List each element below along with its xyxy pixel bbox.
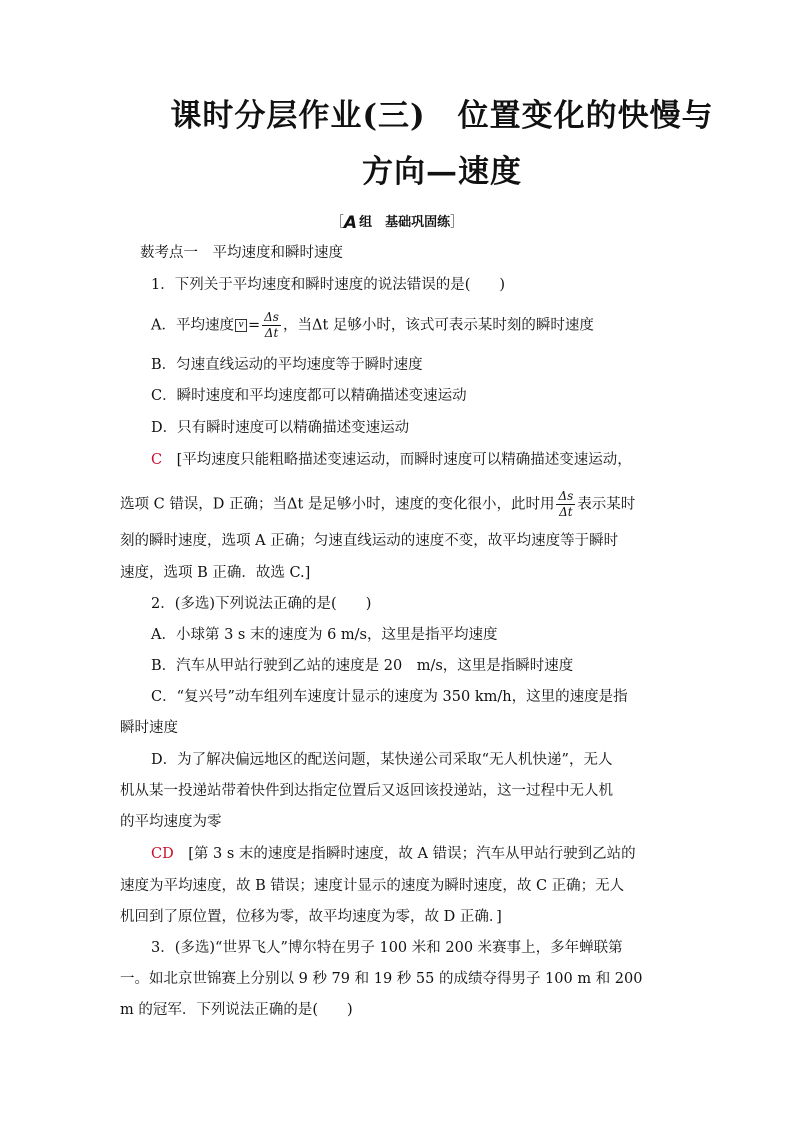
group-right-bracket: ］ — [450, 215, 464, 230]
page-title-line-2: 方向—速度 — [362, 154, 522, 190]
group-label: 组 基础巩固练 — [359, 215, 451, 230]
fraction-delta-s-over-delta-t-2 — [556, 489, 575, 520]
group-heading — [0, 213, 794, 233]
velocity-symbol-box: v — [235, 319, 247, 332]
q2-option-d-line-3: 的平均速度为零 — [120, 814, 222, 830]
q1-explanation-line-4: 速度，选项 B 正确．故选 C.] — [120, 565, 311, 581]
q1-stem: 1．下列关于平均速度和瞬时速度的说法错误的是( ) — [151, 277, 506, 293]
q1-answer-letter: C — [151, 452, 163, 468]
q2-option-a: A．小球第 3 s 末的速度为 6 m/s，这里是指平均速度 — [151, 627, 498, 643]
q2-explanation-line-1 — [151, 843, 711, 865]
q1-explanation-line-2 — [120, 489, 680, 520]
q1-explanation-text-2a: 选项 C 错误，D 正确；当Δt 是足够小时，速度的变化很小，此时用 — [120, 496, 555, 513]
q2-stem: 2．(多选)下列说法正确的是( ) — [151, 596, 372, 612]
q1-option-a-suffix: ，当Δt 足够小时，该式可表示某时刻的瞬时速度 — [282, 317, 594, 334]
q2-option-b: B．汽车从甲站行驶到乙站的速度是 20 m/s，这里是指瞬时速度 — [151, 658, 574, 674]
q2-explanation-line-2: 速度为平均速度，故 B 错误；速度计显示的速度为瞬时速度，故 C 正确；无人 — [120, 878, 625, 894]
q3-stem-line-2: 一。如北京世锦赛上分别以 9 秒 79 和 19 秒 55 的成绩夺得男子 100 m 和 200 — [120, 971, 643, 987]
q1-explanation-line-3: 刻的瞬时速度，选项 A 正确；匀速直线运动的速度不变，故平均速度等于瞬时 — [120, 533, 619, 549]
q2-answer-letters: CD — [151, 846, 174, 862]
q1-explanation-text-1: [平均速度只能粗略描述变速运动，而瞬时速度可以精确描述变速运动， — [162, 452, 632, 468]
q1-option-d: D．只有瞬时速度可以精确描述变速运动 — [151, 420, 410, 436]
q2-option-c-line-1: C．“复兴号”动车组列车速度计显示的速度为 350 km/h，这里的速度是指 — [151, 689, 628, 705]
section-point-heading: 薮考点一 平均速度和瞬时速度 — [140, 245, 343, 261]
fraction-denominator-2: Δt — [559, 505, 573, 519]
group-letter-badge: A — [343, 213, 358, 233]
q3-stem-line-1: 3．(多选)“世界飞人”博尔特在男子 100 米和 200 米赛事上，多年蝉联第 — [151, 940, 623, 956]
fraction-delta-s-over-delta-t — [262, 310, 281, 341]
equals-sign: = — [247, 317, 261, 334]
q2-explanation-line-3: 机回到了原位置，位移为零，故平均速度为零，故 D 正确．] — [120, 909, 502, 925]
group-left-bracket: ［ — [330, 215, 344, 230]
fraction-numerator-2: Δs — [558, 489, 574, 503]
q1-explanation-line-1 — [151, 449, 711, 471]
q2-option-c-line-2: 瞬时速度 — [120, 720, 178, 736]
q1-option-a — [151, 310, 711, 341]
q1-option-c: C．瞬时速度和平均速度都可以精确描述变速运动 — [151, 388, 467, 404]
q1-option-b: B．匀速直线运动的平均速度等于瞬时速度 — [151, 357, 423, 373]
q2-explanation-text-1: [第 3 s 末的速度是指瞬时速度，故 A 错误；汽车从甲站行驶到乙站的 — [173, 846, 636, 862]
fraction-numerator: Δs — [264, 310, 279, 324]
fraction-denominator: Δt — [264, 326, 279, 340]
q2-option-d-line-1: D．为了解决偏远地区的配送问题，某快递公司采取“无人机快递”，无人 — [151, 752, 613, 768]
q2-option-d-line-2: 机从某一投递站带着快件到达指定位置后又返回该投递站，这一过程中无人机 — [120, 783, 613, 799]
q1-option-a-prefix: A．平均速度 — [151, 317, 234, 334]
q3-stem-line-3: m 的冠军．下列说法正确的是( ) — [120, 1002, 353, 1018]
page-title-line-1: 课时分层作业(三) 位置变化的快慢与 — [170, 98, 714, 134]
q1-explanation-text-2b: 表示某时 — [577, 496, 636, 513]
